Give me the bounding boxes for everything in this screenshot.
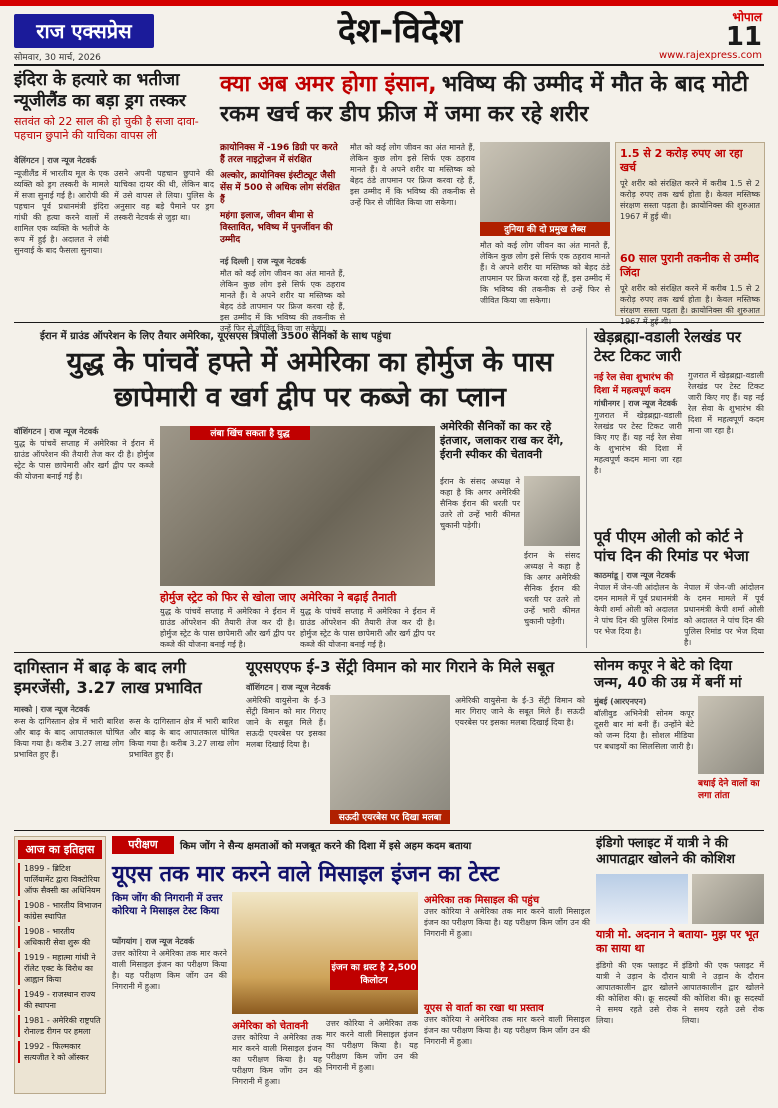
edition-city: भोपाल (732, 10, 762, 24)
war-headline: युद्ध के पांचवें हफ्ते में अमेरिका का होर्मुज के पास छापेमारी व खर्ग द्वीप पर कब्जे का प्लान (66, 347, 554, 413)
history-item: 1908 - भारतीय विभाजन कांग्रेस स्थापित (18, 900, 102, 922)
war-subhead-hormuz: होर्मुज स्ट्रेट को फिर से खोला जाए (160, 591, 296, 604)
war-photo-tag: लंबा खिंच सकता है युद्ध (190, 426, 310, 440)
newspaper-logo: राज एक्सप्रेस (14, 14, 154, 48)
sonam-headline: सोनम कपूर ने बेटे को दिया जन्म, 40 की उम्र में बनीं मां (594, 658, 742, 691)
indigo-plane-photo (596, 874, 688, 924)
missile-reach-head: अमेरिका तक मिसाइल की पहुंच (424, 895, 540, 906)
rail-subhead: नई रेल सेवा शुभारंभ की दिशा में महत्वपूर्ण कदम (594, 373, 674, 396)
indigo-body: इंडिगो की एक फ्लाइट में यात्री ने उड़ान के दौरान आपातकालीन द्वार खोलने की कोशिश की। क्रू सदस्यों ने समय रहते उसे रोक लिया। (596, 961, 678, 1025)
e3-photo-caption: सऊदी एयरबेस पर दिखा मलबा (330, 810, 450, 824)
cryonics-lab-photo (480, 142, 610, 222)
history-item: 1908 - भारतीय अधिकारी सेवा शुरू की (18, 926, 102, 948)
soldiers-photo (160, 426, 435, 586)
iran-speaker-photo (524, 476, 580, 546)
rule-1 (14, 322, 764, 323)
cryonics-bullet-2: अल्कोर, क्रायोनिक्स इंस्टीट्यूट जैसी सेंस में 500 से अधिक लोग संरक्षित हैं (220, 171, 341, 205)
e3-wreckage-photo (330, 695, 450, 810)
war-body: युद्ध के पांचवें सप्ताह में अमेरिका ने ईरान में ग्राउंड ऑपरेशन की तैयारी तेज कर दी है। होर्मुज स्ट्रेट के पास छापेमारी और खर्ग द्वीप पर कब्जे की योजना बनाई गई है। (14, 439, 154, 481)
dagestan-headline: दागिस्तान में बाढ़ के बाद लगी इमरजेंसी, 3.27 लाख प्रभावित (14, 658, 202, 697)
cryonics-headline-block (220, 70, 765, 138)
cryonics-headline-red: क्या अब अमर होगा इंसान, (220, 72, 437, 97)
cost-box-body: पूरे शरीर को संरक्षित करने में करीब 1.5 से 2 करोड़ रुपए तक खर्च होता है। केवल मस्तिष्क संरक्षण सस्ता पड़ता है। क्रायोनिक्स की शुरुआत 1967 में हुई थी। (620, 179, 760, 221)
cryonics-body-left: मौत को कई लोग जीवन का अंत मानते हैं, लेकिन कुछ लोग इसे सिर्फ एक ठहराव मानते हैं। वे अपने शरीर या मस्तिष्क को बेहद ठंडे तापमान पर फ्रिज करवा रहे हैं, इस उम्मीद में कि भविष्य की तकनीक से उन्हें फिर से जीवित किया जा सकेगा। (220, 269, 345, 333)
rail-body-1b: गुजरात में खेड़ब्रह्मा-वडाली रेलखंड पर टेस्ट टिकट जारी किए गए हैं। यह नई रेल सेवा के शुभारंभ की दिशा में महत्वपूर्ण कदम माना जा रहा है। (688, 371, 764, 435)
history-item: 1949 - राजस्थान राज्य की स्थापना (18, 989, 102, 1011)
dagestan-body-2: रूस के दागिस्तान क्षेत्र में भारी बारिश और बाढ़ के बाद आपातकाल घोषित किया गया है। करीब 3.27 लाख लोग प्रभावित हुए हैं। (129, 717, 239, 759)
missile-talk-head: यूएस से वार्ता का रखा था प्रस्ताव (424, 1003, 544, 1014)
missile-warn-head: अमेरिका को चेतावनी (232, 1021, 309, 1032)
cryonics-photo-caption: दुनिया की दो प्रमुख लैब्स (480, 222, 610, 236)
page-number: 11 (725, 22, 762, 52)
rail-byline: गांधीनगर | राज न्यूज नेटवर्क (594, 399, 678, 408)
oli-byline: काठमांडू | राज न्यूज नेटवर्क (594, 571, 676, 580)
oli-body-2: नेपाल में जेन-जी आंदोलन के दमन मामले में पूर्व प्रधानमंत्री केपी शर्मा ओली को अदालत ने पांच दिन की पुलिस रिमांड पर भेज दिया है। (684, 583, 764, 647)
drug-subhead: सतवंत को 22 साल की हो चुकी है सजा दावा-पहचान छुपाने की याचिका वापस ली (14, 115, 199, 142)
cost-box-title-2: 60 साल पुरानी तकनीक से उम्मीद जिंदा (620, 252, 759, 279)
masthead-rule (14, 64, 764, 66)
history-item: 1981 - अमेरिकी राष्ट्रपति रोनाल्ड रीगन पर हमला (18, 1015, 102, 1037)
dagestan-byline: मास्को | राज न्यूज नेटवर्क (14, 705, 90, 714)
missile-byline: प्योंगयांग | राज न्यूज नेटवर्क (112, 937, 195, 946)
missile-tag: परीक्षण (112, 836, 174, 854)
missile-side-head: किम जोंग की निगरानी में उत्तर कोरिया ने मिसाइल टेस्ट किया (112, 893, 223, 917)
cryonics-body-right: मौत को कई लोग जीवन का अंत मानते हैं, लेकिन कुछ लोग इसे सिर्फ एक ठहराव मानते हैं। वे अपने शरीर या मस्तिष्क को बेहद ठंडे तापमान पर फ्रिज करवा रहे हैं, इस उम्मीद में कि भविष्य की तकनीक से उन्हें फिर से जीवित किया जा सकेगा। (480, 241, 610, 305)
col-divider (586, 328, 587, 648)
iran-speaker-headline: अमेरिकी सैनिकों का कर रहे इंतजार, जलाकर राख कर देंगे, ईरानी स्पीकर की चेतावनी (440, 420, 564, 461)
website-url: www.rajexpress.com (658, 50, 762, 61)
sonam-byline: मुंबई (आरएनएन) (594, 697, 647, 706)
indigo-body-2: इंडिगो की एक फ्लाइट में यात्री ने उड़ान के दौरान आपातकालीन द्वार खोलने की कोशिश की। क्रू सदस्यों ने समय रहते उसे रोक लिया। (682, 961, 764, 1025)
drug-headline: इंदिरा के हत्यारे का भतीजा न्यूजीलैंड का बड़ा ड्रग तस्कर (14, 70, 186, 111)
cryonics-bullet-1: क्रायोनिक्स में -196 डिग्री पर करते हैं तरल नाइट्रोजन में संरक्षित (220, 143, 338, 165)
indigo-quote: यात्री मो. अदनान ने बताया- मुझ पर भूत का साया था (596, 928, 759, 955)
indigo-headline: इंडिगो फ्लाइट में यात्री ने की आपातद्वार खोलने की कोशिश (596, 836, 735, 867)
e3-headline: यूएसएएफ ई-3 सेंट्री विमान को मार गिराने के मिले सबूत (246, 658, 555, 676)
history-list (18, 863, 102, 1063)
missile-kicker: किम जोंग ने सैन्य क्षमताओं को मजबूत करने की दिशा में इसे अहम कदम बताया (180, 841, 472, 852)
rule-3 (14, 830, 764, 831)
e3-body: अमेरिकी वायुसेना के ई-3 सेंट्री विमान को मार गिराए जाने के सबूत मिले हैं। सऊदी एयरबेस पर इसका मलबा दिखाई दिया है। (246, 696, 326, 749)
cryonics-body-mid: मौत को कई लोग जीवन का अंत मानते हैं, लेकिन कुछ लोग इसे सिर्फ एक ठहराव मानते हैं। वे अपने शरीर या मस्तिष्क को बेहद ठंडे तापमान पर फ्रिज करवा रहे हैं, इस उम्मीद में कि भविष्य की तकनीक से उन्हें फिर से जीवित किया जा सकेगा। (350, 143, 475, 207)
missile-reach-body: उत्तर कोरिया ने अमेरिका तक मार करने वाली मिसाइल इंजन का परीक्षण किया है। यह परीक्षण किम जोंग उन की निगरानी में हुआ। (424, 907, 590, 938)
cryonics-cost-box (615, 142, 765, 316)
oli-headline: पूर्व पीएम ओली को कोर्ट ने पांच दिन की रिमांड पर भेजा (594, 528, 749, 565)
war-body-deploy: युद्ध के पांचवें सप्ताह में अमेरिका ने ईरान में ग्राउंड ऑपरेशन की तैयारी तेज कर दी है। होर्मुज स्ट्रेट के पास छापेमारी और खर्ग द्वीप पर कब्जे की योजना बनाई गई है। (300, 607, 435, 649)
oli-body: नेपाल में जेन-जी आंदोलन के दमन मामले में पूर्व प्रधानमंत्री केपी शर्मा ओली को अदालत ने पांच दिन की पुलिस रिमांड पर भेज दिया है। (594, 583, 678, 636)
history-title: आज का इतिहास (18, 840, 102, 859)
e3-body-2: अमेरिकी वायुसेना के ई-3 सेंट्री विमान को मार गिराए जाने के सबूत मिले हैं। सऊदी एयरबेस पर इसका मलबा दिखाई दिया है। (455, 696, 585, 727)
dagestan-body: रूस के दागिस्तान क्षेत्र में भारी बारिश और बाढ़ के बाद आपातकाल घोषित किया गया है। करीब 3.27 लाख लोग प्रभावित हुए हैं। (14, 717, 124, 759)
drug-body-col2: उसने अपनी पहचान छुपाने की याचिका दायर की थी, लेकिन बाद में उसे वापस ले लिया। पुलिस के अनुसार वह बड़े पैमाने पर ड्रग तस्करी नेटवर्क से जुड़ा था। (114, 169, 214, 222)
history-item: 1899 - ब्रिटिश पार्लियामेंट द्वारा विक्टोरिया ऑफ सैक्सी का अधिनियम (18, 863, 102, 896)
section-title: देश-विदेश (337, 11, 463, 51)
missile-headline: यूएस तक मार करने वाले मिसाइल इंजन का टेस्ट (112, 862, 500, 887)
issue-date: सोमवार, 30 मार्च, 2026 (14, 53, 101, 63)
history-box (14, 836, 106, 1094)
cryonics-headline-black: भविष्य की उम्मीद में मौत के बाद मोटी रकम खर्च कर डीप फ्रीज में जमा कर रहे शरीर (220, 72, 749, 127)
sonam-body: बॉलीवुड अभिनेत्री सोनम कपूर दूसरी बार मां बनी हैं। उन्होंने बेटे को जन्म दिया है। सोशल मीडिया पर बधाइयों का सिलसिला जारी है। (594, 709, 694, 751)
rail-body-1: गुजरात में खेड़ब्रह्मा-वडाली रेलखंड पर टेस्ट टिकट जारी किए गए हैं। यह नई रेल सेवा के शुभारंभ की दिशा में महत्वपूर्ण कदम माना जा रहा है। (594, 411, 682, 475)
war-body-hormuz: युद्ध के पांचवें सप्ताह में अमेरिका ने ईरान में ग्राउंड ऑपरेशन की तैयारी तेज कर दी है। होर्मुज स्ट्रेट के पास छापेमारी और खर्ग द्वीप पर कब्जे की योजना बनाई गई है। (160, 607, 295, 649)
cryonics-bullets (220, 142, 345, 252)
cost-box-body-2: पूरे शरीर को संरक्षित करने में करीब 1.5 से 2 करोड़ रुपए तक खर्च होता है। केवल मस्तिष्क संरक्षण सस्ता पड़ता है। क्रायोनिक्स की शुरुआत (620, 284, 760, 315)
history-item: 1992 - फिल्मकार सत्यजीत रे को ऑस्कर (18, 1041, 102, 1063)
rail-headline: खेड़ब्रह्मा-वडाली रेलखंड पर टेस्ट टिकट जारी (594, 328, 741, 365)
missile-body: उत्तर कोरिया ने अमेरिका तक मार करने वाली मिसाइल इंजन का परीक्षण किया है। यह परीक्षण किम जोंग उन की निगरानी में हुआ। (112, 949, 227, 991)
war-byline: वॉशिंगटन | राज न्यूज नेटवर्क (14, 427, 99, 436)
drug-body-col1: न्यूजीलैंड में भारतीय मूल के एक व्यक्ति को ड्रग तस्करी के मामले में सजा सुनाई गई है। आरोपी की पहचान पूर्व प्रधानमंत्री इंदिरा गांधी की हत्या करने वालों में शामिल एक व्यक्ति के भतीजे के रूप में हुई है। अदालत ने लंबी सुनवाई के बाद फैसला सुनाया। (14, 169, 109, 255)
war-subhead-deploy: अमेरिका ने बढ़ाई तैनाती (300, 591, 397, 604)
missile-photo-caption: इंजन का थ्रस्ट है 2,500 किलोटन (330, 960, 418, 990)
missile-body-3: उत्तर कोरिया ने अमेरिका तक मार करने वाली मिसाइल इंजन का परीक्षण किया है। यह परीक्षण किम जोंग उन की निगरानी में हुआ। (326, 1019, 418, 1072)
iran-speaker-body-2: ईरान के संसद अध्यक्ष ने कहा है कि अगर अमेरिकी सैनिक ईरान की धरती पर उतरे तो उन्हें भारी कीमत चुकानी पड़ेगी। (524, 551, 580, 626)
missile-engine-photo (232, 892, 418, 1014)
cryonics-bullet-3: महंगा इलाज, जीवन बीमा से विस्तावित, भविष्य में पुनर्जीवन की उम्मीद (220, 211, 333, 245)
sonam-subhead: बधाई देने वालों का लगा तांता (698, 779, 760, 801)
iran-speaker-body: ईरान के संसद अध्यक्ष ने कहा है कि अगर अमेरिकी सैनिक ईरान की धरती पर उतरे तो उन्हें भारी कीमत चुकानी पड़ेगी। (440, 477, 520, 530)
sonam-photo (698, 696, 764, 774)
e3-byline: वॉशिंगटन | राज न्यूज नेटवर्क (246, 683, 331, 692)
cryonics-byline: नई दिल्ली | राज न्यूज नेटवर्क (220, 257, 306, 266)
rule-2 (14, 652, 764, 653)
war-kicker: ईरान में ग्राउंड ऑपरेशन के लिए तैयार अमेरिका, यूएसएस त्रिपोली 3500 सैनिकों के साथ पहुंचा (40, 331, 391, 342)
cost-box-title: 1.5 से 2 करोड़ रुपए आ रहा खर्च (620, 147, 743, 174)
indigo-passenger-photo (692, 874, 764, 924)
history-item: 1919 - महात्मा गांधी ने रॉलेट एक्ट के विरोध का आह्वान किया (18, 952, 102, 985)
missile-talk-body: उत्तर कोरिया ने अमेरिका तक मार करने वाली मिसाइल इंजन का परीक्षण किया है। यह परीक्षण किम जोंग उन की निगरानी में हुआ। (424, 1015, 590, 1046)
missile-warn-body: उत्तर कोरिया ने अमेरिका तक मार करने वाली मिसाइल इंजन का परीक्षण किया है। यह परीक्षण किम जोंग उन की निगरानी में हुआ। (232, 1033, 322, 1086)
drug-byline: वेलिंगटन | राज न्यूज नेटवर्क (14, 156, 97, 165)
